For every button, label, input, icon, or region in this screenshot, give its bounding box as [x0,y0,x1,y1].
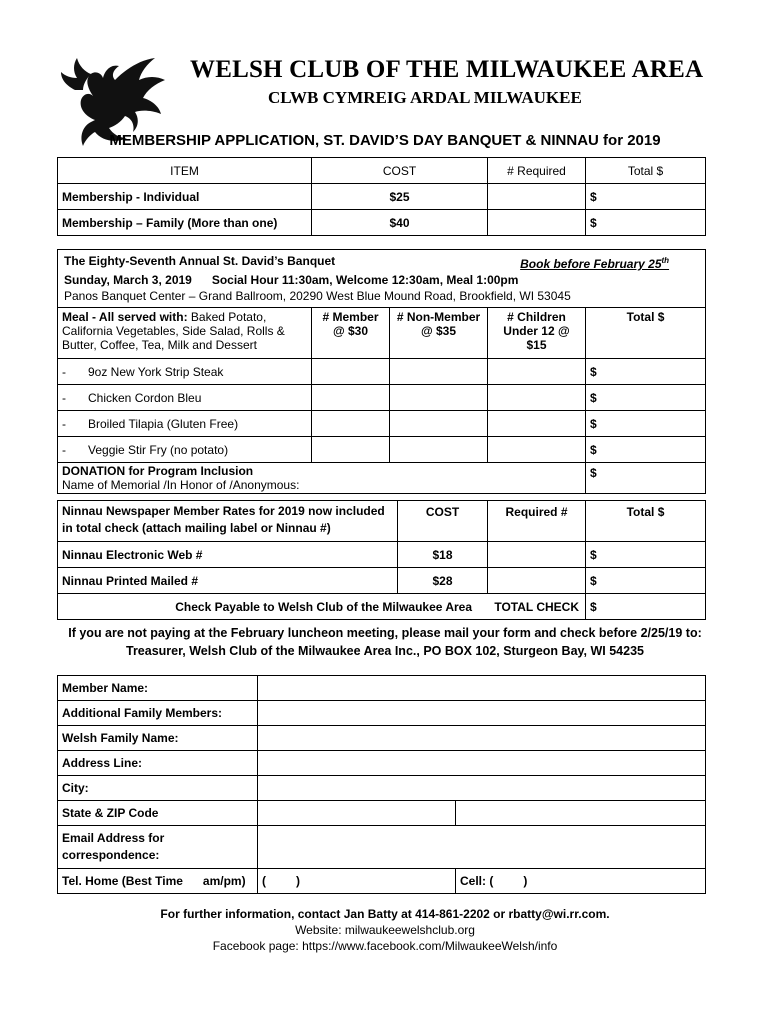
donation-field[interactable]: DONATION for Program Inclusion Name of Memorial /In Honor of /Anonymous: [58,463,586,494]
table-row [58,568,706,594]
meal-header-row [58,308,706,359]
state-input[interactable] [258,801,456,826]
form-row [58,676,706,701]
required-input[interactable] [488,210,586,236]
children-count-input[interactable] [488,385,586,411]
children-count-input[interactable] [488,411,586,437]
ninnau-header: Ninnau Newspaper Member Rates for 2019 now included in total check (attach mailing label or Ninnau #) [58,501,398,542]
banquet-info-row [58,250,706,308]
header-nonmember: # Non-Member @ $35 [390,308,488,359]
banquet-title: The Eighty-Seventh Annual St. David’s Banquet [64,254,336,268]
member-count-input[interactable] [312,359,390,385]
total-check-input[interactable]: $ [586,594,706,620]
donation-total-input[interactable]: $ [586,463,706,494]
header-total: Total $ [586,158,706,184]
form-row [58,801,706,826]
meal-option: - Veggie Stir Fry (no potato) [58,437,312,463]
facebook-page: Facebook page: https://www.facebook.com/MilwaukeeWelsh/info [212,939,558,953]
meal-description: Meal - All served with: Baked Potato, California Vegetables, Side Salad, Rolls & Butter, Coffee, Tea, Milk and Dessert [58,308,312,359]
email-label: Email Address for correspondence: [58,826,258,869]
required-input[interactable] [488,184,586,210]
address-input[interactable] [258,751,706,776]
nonmember-count-input[interactable] [390,359,488,385]
membership-cost: $40 [312,210,488,236]
header-member: # Member @ $30 [312,308,390,359]
form-row [58,776,706,801]
book-before: Book before February 25th [520,256,670,271]
total-input[interactable]: $ [586,210,706,236]
welsh-family-input[interactable] [258,726,706,751]
contact-info: For further information, contact Jan Batty at 414-861-2202 or rbatty@wi.rr.com. [160,907,610,921]
total-input[interactable]: $ [586,411,706,437]
header-cost: COST [398,501,488,542]
form-row [58,701,706,726]
ninnau-cost: $28 [398,568,488,594]
total-check-label: TOTAL CHECK [494,599,579,614]
header-item: ITEM [58,158,312,184]
city-input[interactable] [258,776,706,801]
tel-home-input[interactable]: ( ) [258,869,456,894]
ninnau-cost: $18 [398,542,488,568]
form-row [58,726,706,751]
org-welsh-title: CLWB CYMREIG ARDAL MILWAUKEE [268,88,582,107]
children-count-input[interactable] [488,437,586,463]
state-zip-label: State & ZIP Code [58,801,258,826]
member-count-input[interactable] [312,411,390,437]
nonmember-count-input[interactable] [390,411,488,437]
table-row [58,542,706,568]
total-input[interactable]: $ [586,385,706,411]
membership-table [57,157,706,236]
zip-input[interactable] [456,801,706,826]
meal-option: - 9oz New York Strip Steak [58,359,312,385]
form-row [58,751,706,776]
required-input[interactable] [488,568,586,594]
additional-family-input[interactable] [258,701,706,726]
form-row [58,869,706,894]
website: Website: milwaukeewelshclub.org [295,923,475,937]
form-row [58,826,706,869]
banquet-venue: Panos Banquet Center – Grand Ballroom, 20290 West Blue Mound Road, Brookfield, WI 53045 [64,289,571,303]
member-name-label: Member Name: [58,676,258,701]
org-title: WELSH CLUB OF THE MILWAUKEE AREA [190,56,704,83]
member-count-input[interactable] [312,437,390,463]
table-header-row [58,501,706,542]
cell-input[interactable]: Cell: ( ) [456,869,706,894]
membership-item: Membership – Family (More than one) [58,210,312,236]
ninnau-item: Ninnau Printed Mailed # [58,568,398,594]
ninnau-table [57,500,706,620]
meal-option: - Chicken Cordon Bleu [58,385,312,411]
additional-family-label: Additional Family Members: [58,701,258,726]
city-label: City: [58,776,258,801]
email-input[interactable] [258,826,706,869]
header-required: # Required [488,158,586,184]
header-total: Total $ [586,308,706,359]
member-name-input[interactable] [258,676,706,701]
header-required: Required # [488,501,586,542]
banquet-table [57,249,706,494]
header-cost: COST [312,158,488,184]
mail-instructions: If you are not paying at the February luncheon meeting, please mail your form and check before 2/25/19 to: Treasurer, Welsh Club of the Milwaukee Area Inc., PO BOX 102, Sturgeon Bay, WI 54235 [68,626,702,658]
total-check-row [58,594,706,620]
total-input[interactable]: $ [586,568,706,594]
header-children: # Children Under 12 @ $15 [488,308,586,359]
tel-home-label: Tel. Home (Best Time am/pm) [58,869,258,894]
welsh-family-label: Welsh Family Name: [58,726,258,751]
table-row [58,184,706,210]
form-title: MEMBERSHIP APPLICATION, ST. DAVID’S DAY BANQUET & NINNAU for 2019 [109,132,661,149]
address-label: Address Line: [58,751,258,776]
check-payable: Check Payable to Welsh Club of the Milwaukee Area [175,599,472,614]
total-input[interactable]: $ [586,359,706,385]
nonmember-count-input[interactable] [390,385,488,411]
total-input[interactable]: $ [586,542,706,568]
meal-row [58,437,706,463]
banquet-date: Sunday, March 3, 2019 Social Hour 11:30am, Welcome 12:30am, Meal 1:00pm [64,273,519,287]
member-info-table [57,675,706,894]
nonmember-count-input[interactable] [390,437,488,463]
meal-row [58,359,706,385]
table-row [58,210,706,236]
total-input[interactable]: $ [586,437,706,463]
ninnau-item: Ninnau Electronic Web # [58,542,398,568]
total-input[interactable]: $ [586,184,706,210]
required-input[interactable] [488,542,586,568]
check-payable-cell [58,594,586,620]
banquet-info [58,250,706,308]
membership-cost: $25 [312,184,488,210]
meal-option: - Broiled Tilapia (Gluten Free) [58,411,312,437]
children-count-input[interactable] [488,359,586,385]
meal-row [58,411,706,437]
meal-row [58,385,706,411]
membership-item: Membership - Individual [58,184,312,210]
header-total: Total $ [586,501,706,542]
member-count-input[interactable] [312,385,390,411]
table-header-row [58,158,706,184]
donation-row [58,463,706,494]
